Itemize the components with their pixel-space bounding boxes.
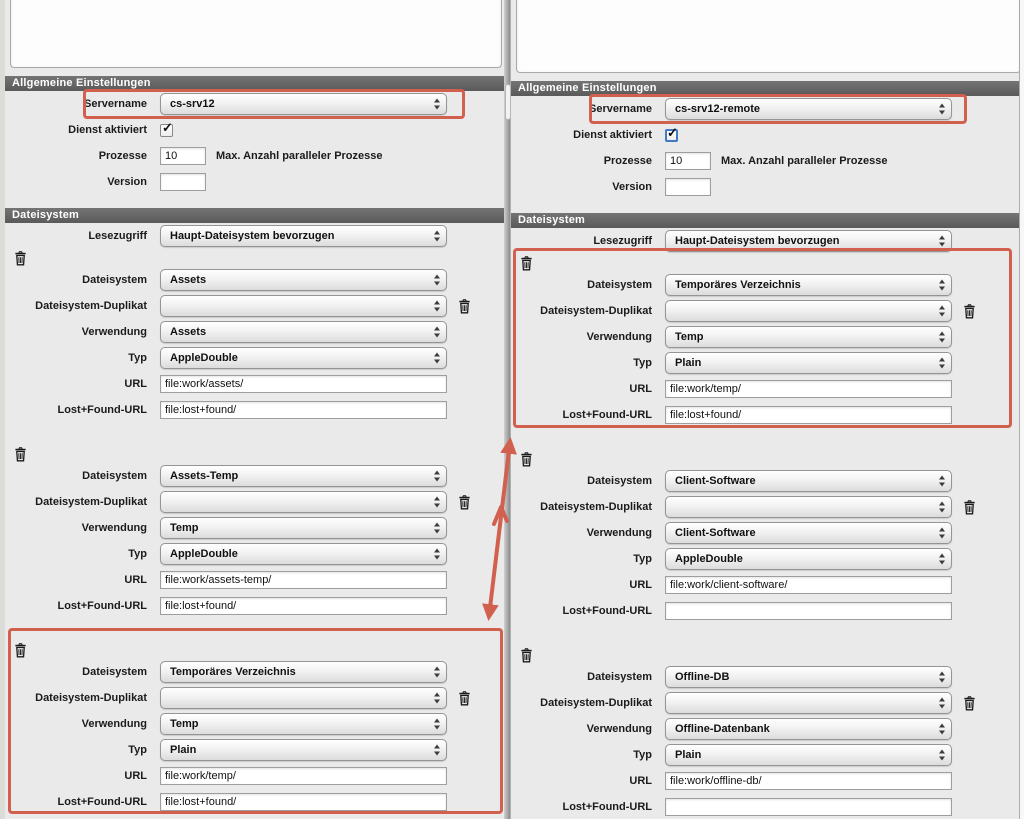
prozesse-input[interactable] (665, 152, 711, 170)
verwendung-label: Verwendung (586, 527, 652, 539)
url-input[interactable] (665, 772, 952, 790)
url-input[interactable] (160, 767, 447, 785)
url-label: URL (629, 579, 652, 591)
lostfound-label: Lost+Found-URL (562, 605, 652, 617)
dateisystem-select[interactable] (160, 465, 447, 487)
dateisystem-value: Assets-Temp (170, 470, 239, 482)
prozesse-note: Max. Anzahl paralleler Prozesse (721, 155, 888, 167)
stepper-icon (939, 306, 945, 317)
duplikat-label: Dateisystem-Duplikat (540, 305, 652, 317)
stepper-icon (939, 554, 945, 565)
url-input[interactable] (665, 576, 952, 594)
url-label: URL (124, 770, 147, 782)
delete-duplikat-icon[interactable] (458, 299, 471, 314)
dateisystem-label: Dateisystem (587, 475, 652, 487)
dienst-row (5, 117, 504, 143)
lesezugriff-row (511, 228, 1019, 254)
url-input[interactable] (665, 380, 952, 398)
duplikat-label: Dateisystem-Duplikat (540, 501, 652, 513)
dateisystem-duplikat-select[interactable] (160, 491, 447, 513)
lesezugriff-value: Haupt-Dateisystem bevorzugen (675, 235, 840, 247)
duplikat-label: Dateisystem-Duplikat (35, 692, 147, 704)
delete-duplikat-icon[interactable] (963, 696, 976, 711)
stepper-icon (434, 549, 440, 560)
dateisystem-select[interactable] (665, 666, 952, 688)
verwendung-label: Verwendung (81, 326, 147, 338)
typ-value: Plain (170, 744, 197, 756)
dateisystem-value: Assets (170, 274, 207, 286)
url-input[interactable] (160, 571, 447, 589)
dateisystem-value: Temporäres Verzeichnis (675, 279, 801, 291)
stepper-icon (434, 353, 440, 364)
dienst-label: Dienst aktiviert (573, 129, 652, 141)
typ-select[interactable] (665, 352, 952, 374)
version-input[interactable] (160, 173, 206, 191)
servername-value: cs-srv12-remote (675, 103, 760, 115)
url-label: URL (124, 378, 147, 390)
verwendung-select[interactable] (665, 718, 952, 740)
verwendung-select[interactable] (665, 522, 952, 544)
duplikat-label: Dateisystem-Duplikat (540, 697, 652, 709)
typ-select[interactable] (665, 548, 952, 570)
prozesse-label: Prozesse (603, 155, 652, 167)
prozesse-label: Prozesse (98, 150, 147, 162)
lostfound-input[interactable] (160, 793, 447, 811)
stepper-icon (434, 693, 440, 704)
servername-row (511, 96, 1019, 122)
panel-remote-server (511, 0, 1019, 819)
verwendung-value: Temp (170, 522, 199, 534)
prozesse-input[interactable] (160, 147, 206, 165)
verwendung-value: Temp (675, 331, 704, 343)
dienst-row (511, 122, 1019, 148)
dateisystem-label: Dateisystem (82, 470, 147, 482)
version-label: Version (107, 176, 147, 188)
prozesse-note: Max. Anzahl paralleler Prozesse (216, 150, 383, 162)
version-row (5, 169, 504, 195)
check-icon: ✓ (162, 119, 173, 135)
stepper-icon (939, 332, 945, 343)
delete-duplikat-icon[interactable] (458, 495, 471, 510)
stepper-icon (939, 280, 945, 291)
typ-select[interactable] (160, 347, 447, 369)
verwendung-value: Offline-Datenbank (675, 723, 770, 735)
stepper-icon (939, 476, 945, 487)
lostfound-label: Lost+Found-URL (57, 600, 147, 612)
typ-select[interactable] (665, 744, 952, 766)
typ-select[interactable] (160, 739, 447, 761)
server-list-box[interactable] (10, 0, 502, 68)
dateisystem-value: Client-Software (675, 475, 756, 487)
filesystem-block-1 (5, 249, 504, 423)
lesezugriff-select[interactable] (665, 230, 952, 252)
prozesse-row (5, 143, 504, 169)
verwendung-select[interactable] (665, 326, 952, 348)
delete-block-icon[interactable] (520, 452, 533, 467)
duplikat-label: Dateisystem-Duplikat (35, 496, 147, 508)
stepper-icon (939, 358, 945, 369)
stepper-icon (939, 528, 945, 539)
lostfound-input[interactable] (160, 401, 447, 419)
dateisystem-duplikat-select[interactable] (160, 687, 447, 709)
stepper-icon (434, 231, 440, 242)
typ-label: Typ (128, 352, 147, 364)
lostfound-label: Lost+Found-URL (562, 801, 652, 813)
lostfound-input[interactable] (160, 597, 447, 615)
stepper-icon (434, 327, 440, 338)
url-label: URL (124, 574, 147, 586)
dateisystem-select[interactable] (665, 470, 952, 492)
url-input[interactable] (160, 375, 447, 393)
stepper-icon (939, 750, 945, 761)
delete-block-icon[interactable] (520, 256, 533, 271)
lesezugriff-label: Lesezugriff (593, 235, 652, 247)
stepper-icon (434, 667, 440, 678)
dateisystem-label: Dateisystem (82, 666, 147, 678)
lostfound-input[interactable] (665, 602, 952, 620)
verwendung-select[interactable] (160, 713, 447, 735)
servername-row (5, 91, 504, 117)
stepper-icon (939, 104, 945, 115)
typ-select[interactable] (160, 543, 447, 565)
lostfound-label: Lost+Found-URL (57, 404, 147, 416)
section-header-general: Allgemeine Einstellungen (511, 81, 1019, 96)
dateisystem-duplikat-select[interactable] (665, 692, 952, 714)
lostfound-input[interactable] (665, 406, 952, 424)
stepper-icon (434, 497, 440, 508)
prozesse-row (511, 148, 1019, 174)
dateisystem-select[interactable] (665, 274, 952, 296)
lesezugriff-value: Haupt-Dateisystem bevorzugen (170, 230, 335, 242)
delete-duplikat-icon[interactable] (458, 691, 471, 706)
typ-label: Typ (633, 553, 652, 565)
verwendung-select[interactable] (160, 321, 447, 343)
section-header-dateisystem: Dateisystem (5, 208, 504, 223)
stepper-icon (939, 724, 945, 735)
verwendung-label: Verwendung (586, 723, 652, 735)
dateisystem-duplikat-select[interactable] (665, 496, 952, 518)
dateisystem-value: Offline-DB (675, 671, 730, 683)
lesezugriff-row (5, 223, 504, 249)
delete-block-icon[interactable] (14, 447, 27, 462)
window-right-edge (1019, 0, 1024, 819)
stepper-icon (939, 502, 945, 513)
servername-label: Servername (84, 98, 147, 110)
typ-label: Typ (633, 357, 652, 369)
section-header-general: Allgemeine Einstellungen (5, 76, 504, 91)
filesystem-block-3 (5, 641, 504, 815)
dateisystem-duplikat-select[interactable] (665, 300, 952, 322)
servername-label: Servername (589, 103, 652, 115)
delete-block-icon[interactable] (14, 643, 27, 658)
stepper-icon (434, 745, 440, 756)
version-row (511, 174, 1019, 200)
typ-value: AppleDouble (170, 548, 238, 560)
url-label: URL (629, 383, 652, 395)
version-label: Version (612, 181, 652, 193)
verwendung-label: Verwendung (586, 331, 652, 343)
verwendung-label: Verwendung (81, 522, 147, 534)
delete-duplikat-icon[interactable] (963, 500, 976, 515)
servername-value: cs-srv12 (170, 98, 215, 110)
filesystem-block-1 (511, 254, 1019, 428)
filesystem-block-3 (511, 646, 1019, 819)
verwendung-label: Verwendung (81, 718, 147, 730)
servername-select[interactable] (160, 93, 447, 115)
panel-local-server (5, 0, 504, 819)
typ-value: AppleDouble (675, 553, 743, 565)
dateisystem-label: Dateisystem (587, 671, 652, 683)
stepper-icon (434, 719, 440, 730)
section-header-dateisystem: Dateisystem (511, 213, 1019, 228)
lostfound-input[interactable] (665, 798, 952, 816)
delete-duplikat-icon[interactable] (963, 304, 976, 319)
dateisystem-select[interactable] (160, 269, 447, 291)
verwendung-value: Assets (170, 326, 207, 338)
stepper-icon (434, 301, 440, 312)
stepper-icon (434, 523, 440, 534)
delete-block-icon[interactable] (520, 648, 533, 663)
stepper-icon (939, 672, 945, 683)
stepper-icon (939, 236, 945, 247)
verwendung-value: Temp (170, 718, 199, 730)
lostfound-label: Lost+Found-URL (562, 409, 652, 421)
servername-select[interactable] (665, 98, 952, 120)
dienst-label: Dienst aktiviert (68, 124, 147, 136)
check-icon: ✓ (667, 124, 678, 140)
url-label: URL (629, 775, 652, 787)
stepper-icon (434, 275, 440, 286)
dateisystem-value: Temporäres Verzeichnis (170, 666, 296, 678)
verwendung-select[interactable] (160, 517, 447, 539)
typ-value: AppleDouble (170, 352, 238, 364)
filesystem-block-2 (511, 450, 1019, 624)
dateisystem-select[interactable] (160, 661, 447, 683)
stepper-icon (434, 99, 440, 110)
version-input[interactable] (665, 178, 711, 196)
typ-label: Typ (128, 744, 147, 756)
typ-value: Plain (675, 357, 702, 369)
typ-value: Plain (675, 749, 702, 761)
lostfound-label: Lost+Found-URL (57, 796, 147, 808)
server-list-box[interactable] (516, 0, 1021, 73)
dateisystem-duplikat-select[interactable] (160, 295, 447, 317)
stepper-icon (434, 471, 440, 482)
dateisystem-label: Dateisystem (82, 274, 147, 286)
filesystem-block-2 (5, 445, 504, 619)
lesezugriff-select[interactable] (160, 225, 447, 247)
stepper-icon (939, 698, 945, 709)
delete-block-icon[interactable] (14, 251, 27, 266)
typ-label: Typ (633, 749, 652, 761)
verwendung-value: Client-Software (675, 527, 756, 539)
dateisystem-label: Dateisystem (587, 279, 652, 291)
dienst-aktiviert-checkbox[interactable] (160, 119, 173, 137)
typ-label: Typ (128, 548, 147, 560)
dienst-aktiviert-checkbox[interactable] (665, 124, 678, 142)
lesezugriff-label: Lesezugriff (88, 230, 147, 242)
duplikat-label: Dateisystem-Duplikat (35, 300, 147, 312)
